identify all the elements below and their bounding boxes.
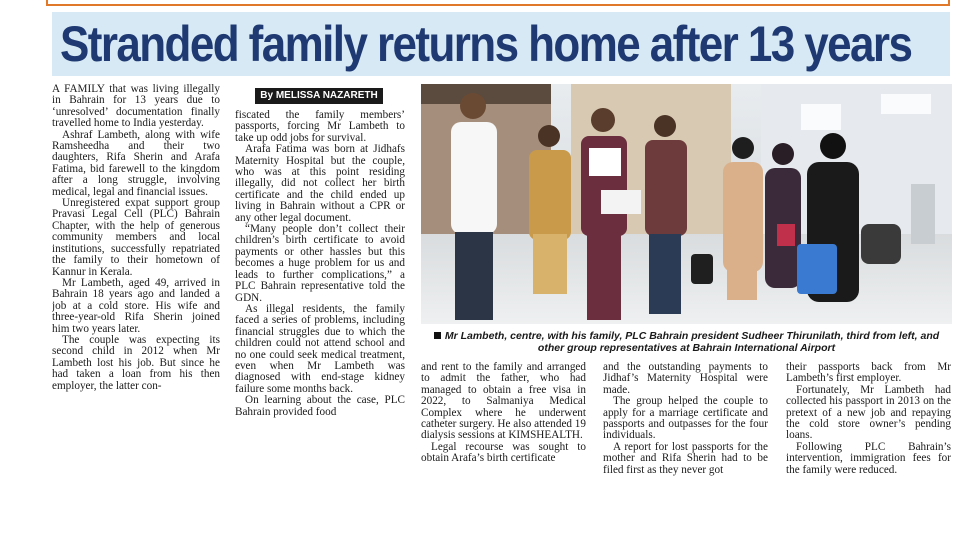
paragraph: A report for lost passports for the mother and Rifa Sherin had to be filed first as they never got [603, 440, 768, 476]
photo-caption [421, 330, 952, 354]
paragraph: Unregistered expat support group Pravasi Legal Cell (PLC) Bahrain Chapter, with the help of generous community members and local institutions, successfully repatriated the family to their hometown of Kannur in Kerala. [52, 197, 220, 278]
paragraph: their passports back from Mr Lambeth’s first employer. [786, 362, 951, 385]
paragraph: “Many people don’t collect their children’s birth certificate to avoid payments or other hassles but this becomes a huge problem for us and leads to further complications,” a PLC Bahrain representative told the GDN. [235, 223, 405, 304]
byline: By MELISSA NAZARETH [255, 88, 383, 104]
paragraph: Ashraf Lambeth, along with wife Ramsheedha and their two daughters, Rifa Sherin and Arafa Fatima, bid farewell to the kingdom after a long struggle, involving medical, legal and financial issues. [52, 128, 220, 198]
paragraph: and rent to the family and arranged to admit the father, who had managed to obtain a free visa in 2022, to Salmaniya Medical Complex where he underwent catheter surgery. He also attended 19 dialysis sessions at KIMSHEALTH. [421, 362, 586, 442]
article-column-4 [603, 362, 768, 504]
paragraph: The couple was expecting its second child in 2012 when Mr Lambeth lost his job. But since he had taken a loan from his then employer, the latter con- [52, 333, 220, 392]
paragraph: Arafa Fatima was born at Jidhafs Maternity Hospital but the couple, who was at this point residing illegally, did not collect her birth certificate and the child ended up living in Bahrain without a CPR or any other legal document. [235, 143, 405, 224]
paragraph: A FAMILY that was living illegally in Bahrain for 13 years due to ‘unresolved’ documentation finally travelled home to India yesterday. [52, 84, 220, 130]
paragraph: Following PLC Bahrain’s intervention, immigration fees for the family were reduced. [786, 440, 951, 476]
paragraph: Legal recourse was sought to obtain Arafa’s birth certificate [421, 440, 586, 465]
paragraph: On learning about the case, PLC Bahrain provided food [235, 394, 405, 418]
airport-group-photo [421, 84, 952, 324]
paragraph: The group helped the couple to apply for a marriage certificate and passports and outpasses for the four individuals. [603, 395, 768, 442]
news-photo [421, 84, 952, 324]
article-column-1 [52, 84, 220, 504]
article-column-2 [235, 110, 405, 504]
headline: Stranded family returns home after 13 years [60, 16, 912, 72]
article-column-3 [421, 362, 586, 504]
caption-square-icon [434, 332, 441, 339]
top-border [46, 0, 950, 6]
headline-banner [52, 12, 950, 76]
paragraph: fiscated the family members’ passports, forcing Mr Lambeth to take up odd jobs for survival. [235, 110, 405, 144]
paragraph: Mr Lambeth, aged 49, arrived in Bahrain 18 years ago and landed a job at a cold store. His wife and three-year-old Rifa Sherin joined him two years later. [52, 276, 220, 335]
caption-text: Mr Lambeth, centre, with his family, PLC Bahrain president Sudheer Thirunilath, third from left, and other group representatives at Bahrain International Airport [444, 330, 940, 354]
paragraph: As illegal residents, the family faced a series of problems, including financial struggles due to which the children could not attend school and no one could seek medical treatment, even when Mr Lambeth was diagnosed with end-stage kidney failure some months back. [235, 302, 405, 395]
paragraph: Fortunately, Mr Lambeth had collected his passport in 2013 on the pretext of a new job and repaying the cold store owner’s pending loans. [786, 383, 951, 442]
paragraph: and the outstanding payments to Jidhaf’s Maternity Hospital were made. [603, 362, 768, 396]
article-column-5 [786, 362, 951, 504]
